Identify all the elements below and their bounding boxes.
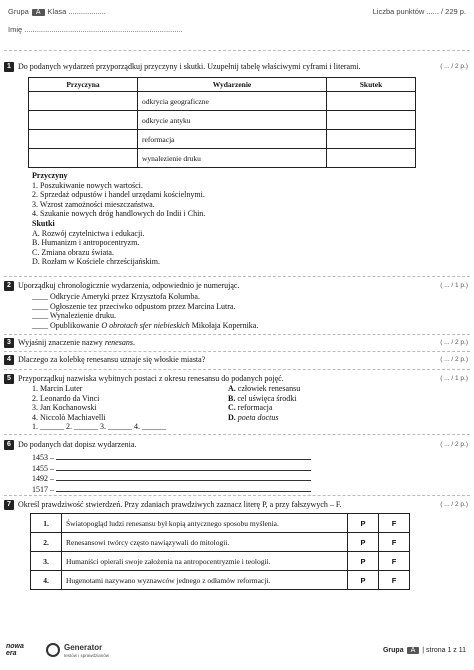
points-box: ( ... / 2 p.) [440, 501, 468, 508]
points-box: ( ... / 2 p.) [440, 339, 468, 346]
effect-cell[interactable] [327, 149, 416, 168]
header-event: Wydarzenie [138, 78, 327, 92]
chronology-item[interactable]: ____ Opublikowanie O obrotach sfer niebieskich Mikołaja Kopernika. [32, 320, 259, 330]
group-field: Grupa A Klasa .................. [8, 7, 106, 16]
chronology-item[interactable]: ____ Wynalezienie druku. [32, 311, 117, 321]
divider [4, 334, 470, 335]
false-option[interactable]: F [379, 514, 410, 533]
effect-item: C. Zmiana obrazu świata. [32, 247, 114, 257]
generator-logo-icon [46, 643, 60, 657]
event-cell: wynalezienie druku [138, 149, 327, 168]
question-number: 2 [4, 281, 14, 291]
generator-subtitle: testów i sprawdzianów [64, 653, 110, 658]
points-total: Liczba punktów ...... / 229 p. [372, 7, 466, 16]
causes-list [32, 171, 205, 267]
divider [4, 276, 470, 277]
divider [4, 351, 470, 352]
event-cell: odkrycia geograficzne [138, 92, 327, 111]
question-text: Uporządkuj chronologicznie wydarzenia, odpowiednio je numerując. [18, 281, 240, 290]
question-number: 3 [4, 338, 14, 348]
table-row: 4. Hugenotami nazywano wyznawców jednego z odłamów reformacji. P F [31, 571, 410, 590]
cause-cell[interactable] [29, 149, 138, 168]
event-cell: odkrycie antyku [138, 111, 327, 130]
question-text: Przyporządkuj nazwiska wybitnych postaci z okresu renesansu do podanych pojęć. [18, 374, 284, 383]
false-option[interactable]: F [379, 533, 410, 552]
person-name: 3. Jan Kochanowski [32, 403, 97, 413]
question-text: Wyjaśnij znaczenie nazwy renesans. [18, 338, 135, 347]
header-effect: Skutek [327, 78, 416, 92]
group-badge: A [32, 9, 45, 16]
true-option[interactable]: P [348, 533, 379, 552]
points-box: ( ... / 1 p.) [440, 375, 468, 382]
false-option[interactable]: F [379, 552, 410, 571]
cause-cell[interactable] [29, 130, 138, 149]
false-option[interactable]: F [379, 571, 410, 590]
date-row[interactable]: 1455 – [32, 463, 311, 474]
statement: Renesansowi twórcy często nawiązywali do mitologii. [62, 533, 348, 552]
effect-item: D. Rozłam w Kościele chrześcijańskim. [32, 257, 160, 267]
table-row: 2. Renesansowi twórcy często nawiązywali do mitologii. P F [31, 533, 410, 552]
table-row: 3. Humaniści opierali swoje założenia na antropocentryzmie i teologii. P F [31, 552, 410, 571]
date-row[interactable]: 1453 – [32, 452, 311, 463]
causes-title: Przyczyny [32, 171, 68, 180]
divider [4, 434, 470, 435]
true-false-table [30, 513, 410, 590]
cause-item: 3. Wzrost zamożności mieszczaństwa. [32, 199, 155, 209]
person-name: 4. Niccolò Machiavelli [32, 412, 106, 422]
person-name: 1. Marcin Luter [32, 384, 83, 393]
question-number: 6 [4, 440, 14, 450]
header-cause: Przyczyna [29, 78, 138, 92]
concepts-list [228, 384, 300, 422]
page-indicator: Grupa A | strona 1 z 11 [382, 647, 466, 654]
person-name: 2. Leonardo da Vinci [32, 393, 100, 403]
name-field: Imię ............................................................................ [8, 25, 183, 34]
divider [4, 50, 470, 51]
effect-cell[interactable] [327, 92, 416, 111]
points-box: ( ... / 2 p.) [440, 356, 468, 363]
effect-item: B. Humanizm i antropocentryzm. [32, 238, 140, 248]
concept-item: C. reformacja [228, 403, 273, 413]
cause-item: 4. Szukanie nowych dróg handlowych do Indii i Chin. [32, 209, 206, 219]
question-text: Dlaczego za kolebkę renesansu uznaje się włoskie miasta? [18, 355, 206, 364]
true-option[interactable]: P [348, 571, 379, 590]
cause-item: 2. Sprzedaż odpustów i handel urzędami kościelnymi. [32, 190, 205, 200]
statement: Hugenotami nazywano wyznawców jednego z odłamów reformacji. [62, 571, 348, 590]
points-box: ( ... / 2 p.) [440, 441, 468, 448]
date-row[interactable]: 1492 – [32, 473, 311, 484]
publisher-logo: nowa era [6, 643, 24, 657]
generator-title: Generator [64, 643, 103, 652]
question-text: Do podanych wydarzeń przyporządkuj przyczyny i skutki. Uzupełnij tabelę właściwymi cyframi i literami. [18, 62, 361, 71]
cause-item: 1. Poszukiwanie nowych wartości. [32, 180, 143, 190]
cause-effect-table [28, 77, 416, 168]
event-cell: reformacja [138, 130, 327, 149]
chronology-item[interactable]: ____ Ogłoszenie tez przeciwko odpustom przez Marcina Lutra. [32, 301, 236, 311]
chronology-item[interactable]: ____ Odkrycie Ameryki przez Krzysztofa Kolumba. [32, 292, 200, 301]
question-number: 1 [4, 62, 14, 72]
points-box: ( ... / 1 p.) [440, 282, 468, 289]
question-number: 5 [4, 374, 14, 384]
date-row[interactable]: 1517 – [32, 484, 311, 495]
effect-cell[interactable] [327, 111, 416, 130]
effects-title: Skutki [32, 218, 55, 228]
question-text: Określ prawdziwość stwierdzeń. Przy zdaniach prawdziwych zaznacz literę P, a przy fałszywych – F. [18, 500, 342, 509]
cause-cell[interactable] [29, 111, 138, 130]
table-row: 1. Światopogląd ludzi renesansu był kopią antycznego sposobu myślenia. P F [31, 514, 410, 533]
statement: Humaniści opierali swoje założenia na antropocentryzmie i teologii. [62, 552, 348, 571]
true-option[interactable]: P [348, 552, 379, 571]
statement: Światopogląd ludzi renesansu był kopią antycznego sposobu myślenia. [62, 514, 348, 533]
concept-item: D. poeta doctus [228, 412, 279, 422]
question-number: 4 [4, 355, 14, 365]
true-option[interactable]: P [348, 514, 379, 533]
points-box: ( ... / 2 p.) [440, 63, 468, 70]
concept-item: B. cel uświęca środki [228, 393, 297, 403]
cause-cell[interactable] [29, 92, 138, 111]
dates-list [32, 452, 311, 494]
names-list [32, 384, 166, 432]
effect-item: A. Rozwój czytelnictwa i edukacji. [32, 228, 145, 238]
effect-cell[interactable] [327, 130, 416, 149]
question-text: Do podanych dat dopisz wydarzenia. [18, 440, 137, 449]
answer-line[interactable]: 1. ______ 2. ______ 3. ______ 4. ______ [32, 422, 166, 432]
divider [4, 495, 470, 496]
concept-item: A. człowiek renesansu [228, 384, 301, 393]
question-number: 7 [4, 500, 14, 510]
divider [4, 369, 470, 370]
chronology-list [32, 292, 258, 330]
